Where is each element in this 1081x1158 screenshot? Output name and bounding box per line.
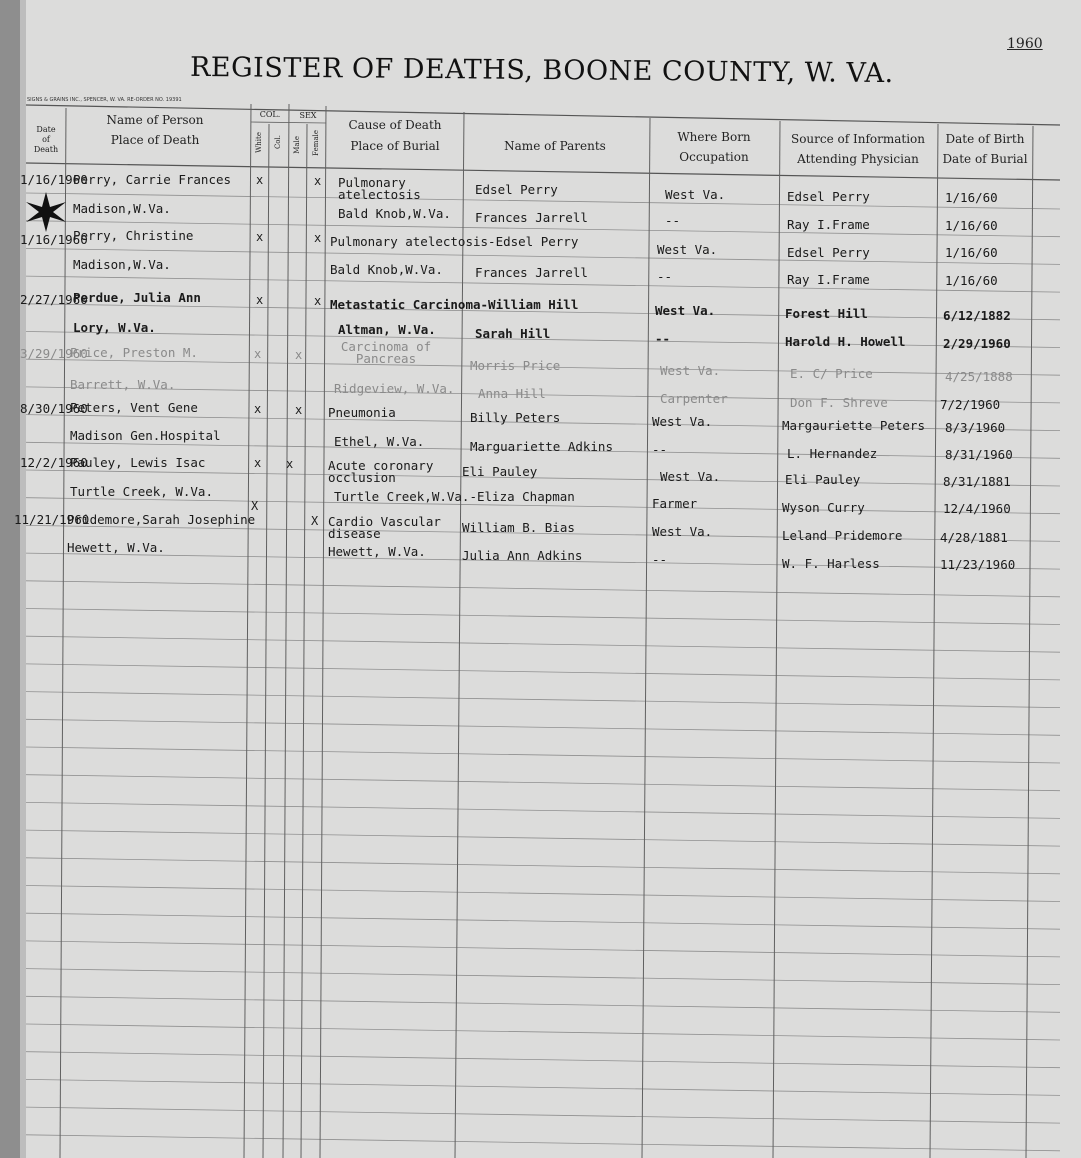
ruled-line bbox=[26, 969, 1060, 985]
header-col-sub: Col. bbox=[274, 135, 282, 150]
entry-occupation: -- bbox=[665, 213, 681, 228]
ruled-line bbox=[26, 1079, 1060, 1095]
entry-physician: Ray I.Frame bbox=[787, 217, 870, 232]
male-mark: x bbox=[286, 457, 294, 471]
entry-birth-date: 1/16/60 bbox=[945, 190, 998, 205]
entry-place-of-death: Madison,W.Va. bbox=[73, 201, 171, 216]
header-where-born: Where Born bbox=[677, 130, 751, 144]
entry-death-date: 11/21/1960 bbox=[14, 512, 90, 527]
entry-physician: Don F. Shreve bbox=[790, 395, 888, 410]
ruled-line bbox=[26, 830, 1060, 846]
entry-death-date: 1/16/1960 bbox=[20, 172, 88, 187]
ruled-line bbox=[26, 1135, 1060, 1151]
entry-birth-date: 6/12/1882 bbox=[943, 308, 1011, 323]
entry-name: Perry, Christine bbox=[73, 228, 194, 243]
entry-birth-date: 8/3/1960 bbox=[945, 420, 1006, 435]
ruled-line bbox=[26, 1052, 1060, 1068]
entry-burial-place: Ridgeview, W.Va. bbox=[334, 381, 455, 396]
entry-place-of-death: Madison Gen.Hospital bbox=[70, 428, 221, 443]
entry-where-born: West Va. bbox=[657, 242, 718, 257]
white-mark: x bbox=[256, 173, 264, 187]
ruled-line bbox=[26, 1024, 1060, 1040]
entry-where-born: West Va. bbox=[652, 414, 713, 429]
entry-mother: Anna Hill bbox=[478, 386, 546, 401]
entry-physician: Ray I.Frame bbox=[787, 272, 870, 287]
ruled-line bbox=[26, 719, 1060, 735]
ruled-line bbox=[26, 775, 1060, 791]
female-mark: x bbox=[314, 294, 322, 308]
entry-cause: Cardio Vascular disease bbox=[328, 514, 441, 541]
entry-mother: Sarah Hill bbox=[475, 326, 551, 341]
header-female: Female bbox=[312, 130, 320, 156]
ruled-line bbox=[26, 996, 1060, 1012]
entry-death-date: 12/2/1960 bbox=[20, 455, 88, 470]
entry-cause: Pulmonary atelectosis-Edsel Perry bbox=[330, 234, 579, 249]
entry-cause: Pneumonia bbox=[328, 405, 396, 420]
entry-place-of-death: Turtle Creek, W.Va. bbox=[70, 484, 213, 499]
entry-father: Morris Price bbox=[470, 358, 561, 373]
entry-cause: Acute coronary occlusion bbox=[328, 458, 434, 485]
entry-birth-date: 4/25/1888 bbox=[945, 369, 1013, 384]
entry-cause: Metastatic Carcinoma-William Hill bbox=[330, 297, 579, 312]
ruled-line bbox=[26, 636, 1060, 652]
header-white: White bbox=[255, 132, 263, 153]
entry-burial-place: Altman, W.Va. bbox=[338, 322, 436, 337]
entry-burial-place: Bald Knob,W.Va. bbox=[338, 206, 451, 221]
header-place-of-death: Place of Death bbox=[110, 133, 200, 147]
header-col: COL. bbox=[259, 110, 281, 119]
entry-where-born: West Va. bbox=[660, 363, 721, 378]
entry-cause: Carcinoma of Pancreas bbox=[340, 339, 432, 366]
header-male: Male bbox=[293, 136, 301, 154]
header-date-of-burial: Date of Burial bbox=[942, 152, 1028, 166]
header-cause-of-death: Cause of Death bbox=[348, 118, 442, 132]
entry-name: Pridemore,Sarah Josephine bbox=[67, 512, 256, 527]
entry-father: Billy Peters bbox=[470, 410, 561, 425]
white-mark: x bbox=[254, 347, 262, 361]
entry-physician: L. Hernandez bbox=[787, 446, 878, 461]
entry-burial-date: 7/2/1960 bbox=[940, 397, 1001, 412]
star-mark-icon bbox=[24, 192, 68, 232]
entry-father: Edsel Perry bbox=[475, 182, 558, 197]
entry-name: Pauley, Lewis Isac bbox=[70, 455, 206, 470]
entry-father: Eli Pauley bbox=[462, 464, 538, 479]
header-attending-physician: Attending Physician bbox=[797, 152, 919, 166]
ruled-line bbox=[26, 581, 1060, 597]
ruled-line bbox=[26, 248, 1060, 264]
entry-where-born: West Va. bbox=[660, 469, 721, 484]
ruled-line bbox=[26, 692, 1060, 708]
entry-place-of-death: Barrett, W.Va. bbox=[70, 377, 176, 392]
entry-burial-date: 8/31/1960 bbox=[945, 447, 1013, 462]
entry-burial-place: Ethel, W.Va. bbox=[334, 434, 425, 449]
register-year: 1960 bbox=[1007, 36, 1043, 52]
entry-birth-date: 1/16/60 bbox=[945, 245, 998, 260]
entry-burial-place: Turtle Creek,W.Va.-Eliza Chapman bbox=[334, 489, 575, 504]
female-mark: x bbox=[314, 174, 322, 188]
header-occupation: Occupation bbox=[679, 150, 749, 164]
entry-name: Perry, Carrie Frances bbox=[73, 172, 232, 187]
entry-occupation: -- bbox=[657, 269, 673, 284]
female-mark: x bbox=[314, 231, 322, 245]
entry-name: Peters, Vent Gene bbox=[70, 400, 198, 415]
entry-where-born: West Va. bbox=[652, 524, 713, 539]
ruled-line bbox=[26, 913, 1060, 929]
entry-source: Forest Hill bbox=[785, 306, 868, 321]
entry-mother: Julia Ann Adkins bbox=[462, 548, 583, 563]
header-sex: SEX bbox=[299, 111, 317, 120]
ruled-line bbox=[26, 747, 1060, 763]
white-mark: x bbox=[256, 230, 264, 244]
entry-mother: Frances Jarrell bbox=[475, 210, 588, 225]
entry-source: Margauriette Peters bbox=[782, 418, 925, 433]
white-mark: x bbox=[254, 402, 262, 416]
male-mark: x bbox=[295, 348, 303, 362]
entry-burial-date: 11/23/1960 bbox=[940, 557, 1016, 572]
entry-burial-date: 12/4/1960 bbox=[943, 501, 1011, 516]
printer-imprint: SIGNS & GRAINS INC., SPENCER, W. VA. RE-ORDER NO. 19391 bbox=[27, 97, 182, 103]
header-name-of-parents: Name of Parents bbox=[504, 139, 606, 153]
entry-birth-date: 8/31/1881 bbox=[943, 474, 1011, 489]
entry-where-born: West Va. bbox=[665, 187, 726, 202]
entry-cause: Pulmonary atelectosis bbox=[338, 175, 421, 202]
entry-burial-date: 2/29/1960 bbox=[943, 336, 1011, 351]
entry-name: Perdue, Julia Ann bbox=[73, 290, 201, 305]
entry-father: William B. Bias bbox=[462, 520, 575, 535]
entry-mother: Marguariette Adkins bbox=[470, 439, 613, 454]
entry-occupation: -- bbox=[655, 331, 671, 346]
entry-source: Edsel Perry bbox=[787, 245, 870, 260]
ruled-line bbox=[26, 886, 1060, 902]
entry-burial-place: Hewett, W.Va. bbox=[328, 544, 426, 559]
entry-birth-date: 4/28/1881 bbox=[940, 530, 1008, 545]
entry-place-of-death: Hewett, W.Va. bbox=[67, 540, 165, 555]
entry-source: Eli Pauley bbox=[785, 472, 861, 487]
entry-occupation: -- bbox=[652, 552, 668, 567]
entry-where-born: West Va. bbox=[655, 303, 716, 318]
entry-place-of-death: Madison,W.Va. bbox=[73, 257, 171, 272]
entry-burial-date: 1/16/60 bbox=[945, 218, 998, 233]
entry-source: E. C/ Price bbox=[790, 366, 873, 381]
ruled-line bbox=[26, 664, 1060, 680]
header-place-of-burial: Place of Burial bbox=[350, 139, 440, 153]
white-mark: x bbox=[256, 293, 264, 307]
entry-physician: Harold H. Howell bbox=[785, 334, 906, 349]
entry-death-date: 8/30/1960 bbox=[20, 401, 88, 416]
female-mark: X bbox=[311, 514, 319, 528]
register-title: REGISTER OF DEATHS, BOONE COUNTY, W. VA. bbox=[189, 51, 894, 90]
entry-source: Edsel Perry bbox=[787, 189, 870, 204]
white-mark: x bbox=[254, 456, 262, 470]
entry-death-date: 2/27/1960 bbox=[20, 292, 88, 307]
ruled-line bbox=[26, 802, 1060, 818]
entry-physician: W. F. Harless bbox=[782, 556, 880, 571]
entry-burial-place: Bald Knob,W.Va. bbox=[330, 262, 443, 277]
white-mark: X bbox=[251, 499, 259, 513]
entry-physician: Wyson Curry bbox=[782, 500, 865, 515]
entry-death-date: 1/16/1960 bbox=[20, 232, 88, 247]
header-date-of-birth: Date of Birth bbox=[945, 132, 1025, 146]
entry-occupation: -- bbox=[652, 442, 668, 457]
ruled-line bbox=[26, 609, 1060, 625]
ruled-line bbox=[26, 858, 1060, 874]
entry-place-of-death: Lory, W.Va. bbox=[73, 320, 156, 335]
male-mark: x bbox=[295, 403, 303, 417]
header-date-of-death: Date of Death bbox=[33, 125, 59, 154]
entry-death-date: 3/29/1960 bbox=[20, 346, 88, 361]
entry-mother: Frances Jarrell bbox=[475, 265, 588, 280]
entry-source: Leland Pridemore bbox=[782, 528, 903, 543]
entry-occupation: Farmer bbox=[652, 496, 698, 511]
entry-name: Price, Preston M. bbox=[70, 345, 198, 360]
entry-occupation: Carpenter bbox=[660, 391, 728, 406]
header-source-of-information: Source of Information bbox=[790, 132, 926, 146]
entry-burial-date: 1/16/60 bbox=[945, 273, 998, 288]
ruled-line bbox=[26, 1107, 1060, 1123]
ruled-line bbox=[26, 941, 1060, 957]
header-name-of-person: Name of Person bbox=[106, 113, 204, 127]
